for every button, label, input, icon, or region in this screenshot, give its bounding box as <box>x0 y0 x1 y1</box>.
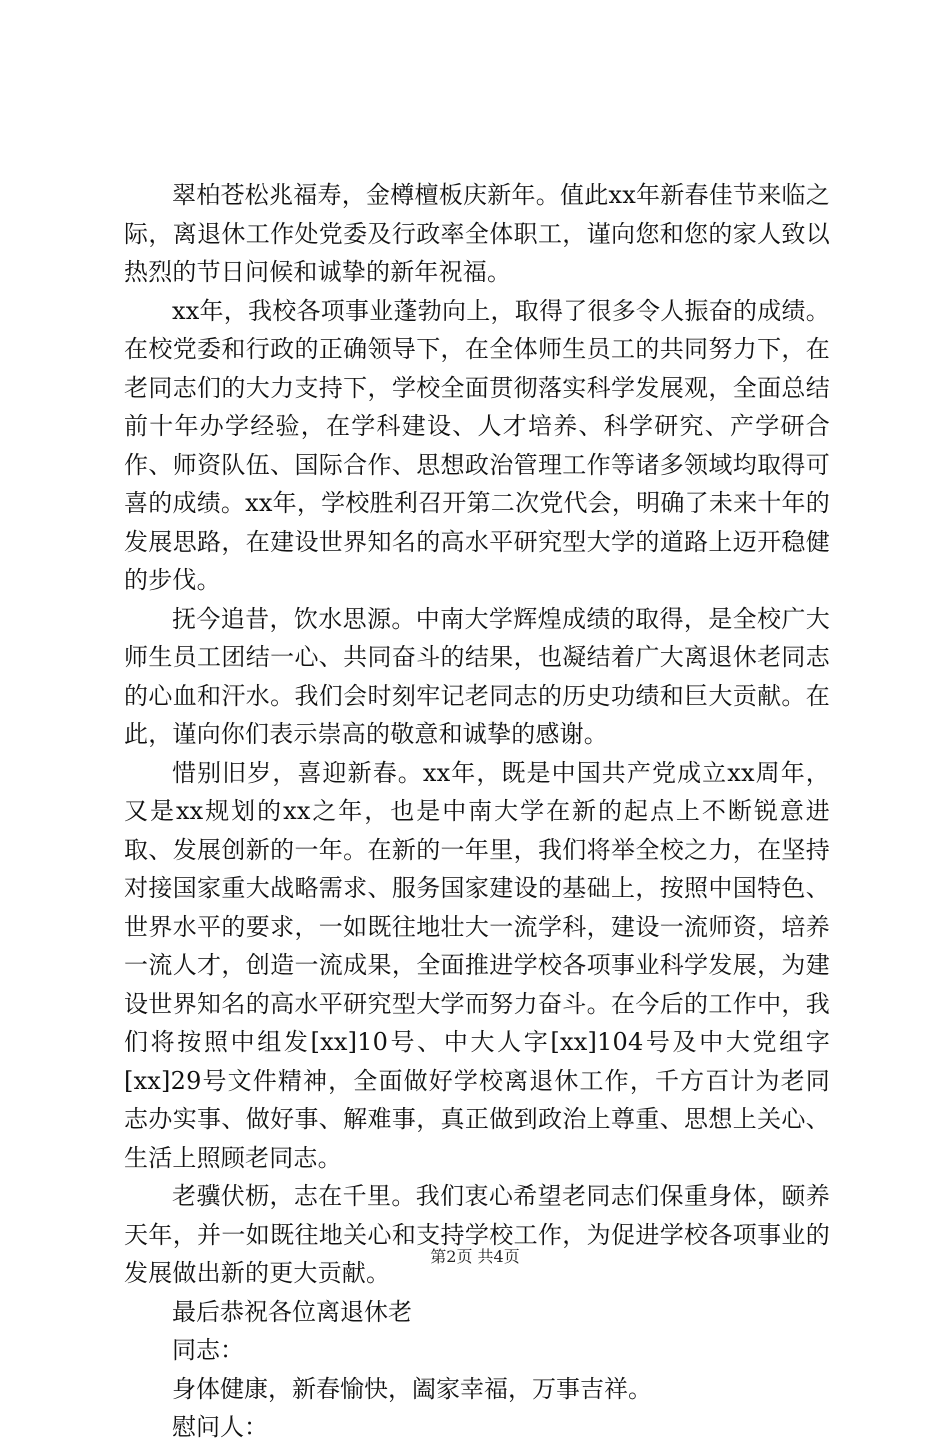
page-number-footer: 第2页 共4页 <box>430 1247 520 1266</box>
closing-line-3: 身体健康，新春愉快，阖家幸福，万事吉祥。 <box>172 1374 652 1403</box>
paragraph-gratitude: 抚今追昔，饮水思源。中南大学辉煌成绩的取得，是全校广大师生员工团结一心、共同奋斗的结果，也凝结着广大离退休老同志的心血和汗水。我们会时刻牢记老同志的历史功绩和巨大贡献。在此，谨向你们表示崇高的敬意和诚挚的感谢。 <box>124 604 830 748</box>
signature-label: 慰问人： <box>172 1413 268 1441</box>
paragraph-achievements: xx年，我校各项事业蓬勃向上，取得了很多令人振奋的成绩。在校党委和行政的正确领导下，在全体师生员工的共同努力下，在老同志们的大力支持下，学校全面贯彻落实科学发展观，全面总结前十年办学经验，在学科建设、人才培养、科学研究、产学研合作、师资队伍、国际合作、思想政治管理工作等诸多领域均取得可喜的成绩。xx年，学校胜利召开第二次党代会，明确了未来十年的发展思路，在建设世界知名的高水平研究型大学的道路上迈开稳健的步伐。 <box>124 296 830 594</box>
closing-line-2: 同志： <box>172 1336 244 1364</box>
paragraph-greeting: 翠柏苍松兆福寿，金樽檀板庆新年。值此xx年新春佳节来临之际，离退休工作处党委及行政率全体职工，谨向您和您的家人致以热烈的节日问候和诚挚的新年祝福。 <box>124 181 830 286</box>
paragraph-wishes: 老骥伏枥，志在千里。我们衷心希望老同志们保重身体，颐养天年，并一如既往地关心和支持学校工作，为促进学校各项事业的发展做出新的更大贡献。 <box>124 1182 830 1287</box>
paragraph-new-year-plans: 惜别旧岁，喜迎新春。xx年，既是中国共产党成立xx周年，又是xx规划的xx之年，也是中南大学在新的起点上不断锐意进取、发展创新的一年。在新的一年里，我们将举全校之力，在坚持对接国家重大战略需求、服务国家建设的基础上，按照中国特色、世界水平的要求，一如既往地壮大一流学科，建设一流师资，培养一流人才，创造一流成果，全面推进学校各项事业科学发展，为建设世界知名的高水平研究型大学而努力奋斗。在今后的工作中，我们将按照中组发[xx]10号、中大人字[xx]104号及中大党组字[xx]29号文件精神，全面做好学校离退休工作，千方百计为老同志办实事、做好事、解难事，真正做到政治上尊重、思想上关心、生活上照顾老同志。 <box>124 758 830 1172</box>
closing-line-1: 最后恭祝各位离退休老 <box>172 1297 412 1326</box>
